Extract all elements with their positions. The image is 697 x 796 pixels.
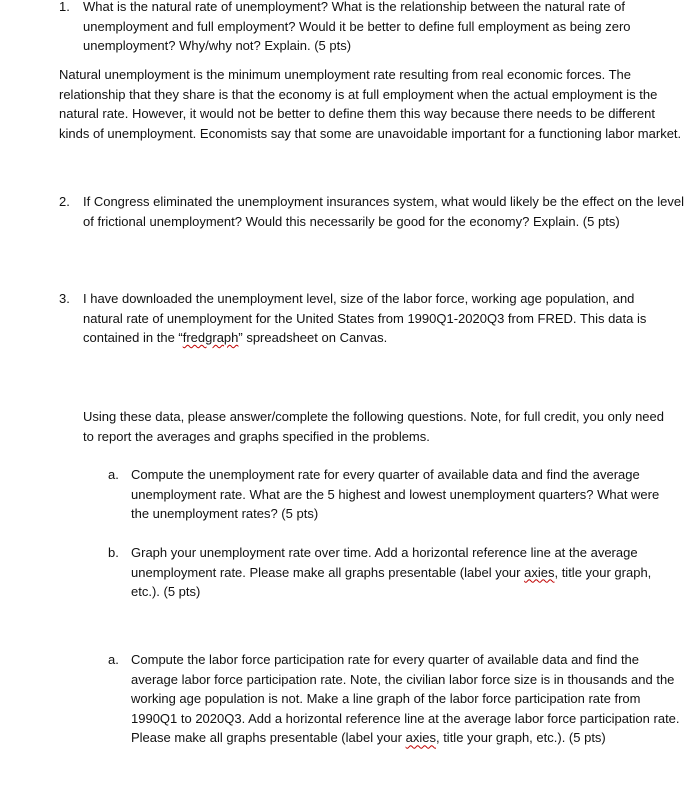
part-a2-text: Compute the labor force participation rate for every quarter of available data and find the average labor force participation rate. Note, the civilian labor force size is in thousands and the working age population is not. Make a line graph of the labor force participation rate from 1990Q1 to 2020Q3. Add a horizontal reference line at the average labor force participation rate. Please make all graphs presentable (label your axies, title your graph, etc.). (5 pts)	[131, 652, 680, 746]
spellcheck-word: axies	[524, 564, 555, 580]
question-1-number: 1.	[59, 0, 70, 14]
part-a-label: a.	[108, 467, 119, 482]
part-a-text: Compute the unemployment rate for every quarter of available data and find the average unemployment rate. What are the 5 highest and lowest unemployment quarters? What were the unemployment rates? (5 pts)	[131, 467, 660, 522]
question-3-instructions: Using these data, please answer/complete the following questions. Note, for full credit, you only need to report the averages and graphs specified in the problems.	[83, 409, 665, 444]
spellcheck-word: fredgraph	[182, 330, 239, 346]
part-b-text: Graph your unemployment rate over time. Add a horizontal reference line at the average unemployment rate. Please make all graphs presentable (label your axies, title your graph, etc.). (5 pts)	[131, 545, 652, 600]
question-3-number: 3.	[59, 291, 70, 306]
part-b-label: b.	[108, 545, 119, 560]
spellcheck-word: axies	[405, 730, 436, 746]
part-a2-label: a.	[108, 652, 119, 667]
question-2-prompt: If Congress eliminated the unemployment insurances system, what would likely be the effect on the level of frictional unemployment? Would this necessarily be good for the economy? Explain. (5 pts)	[83, 194, 684, 229]
question-2-number: 2.	[59, 194, 70, 209]
question-1-prompt: What is the natural rate of unemployment? What is the relationship between the natural rate of unemployment and full employment? Would it be better to define full employment as being zero unemployment? Why/why not? Explain. (5 pts)	[83, 0, 631, 54]
question-3-prompt: I have downloaded the unemployment level, size of the labor force, working age population, and natural rate of unemployment for the United States from 1990Q1-2020Q3 from FRED. This data is contained in the “fredgraph” spreadsheet on Canvas.	[83, 291, 647, 346]
question-1-answer: Natural unemployment is the minimum unemployment rate resulting from real economic forces. The relationship that they share is that the economy is at full employment when the actual employment is the natural rate. However, it would not be better to define them this way because there needs to be different kinds of unemployment. Economists say that some are unavoidable important for a functioning labor market.	[59, 67, 682, 141]
